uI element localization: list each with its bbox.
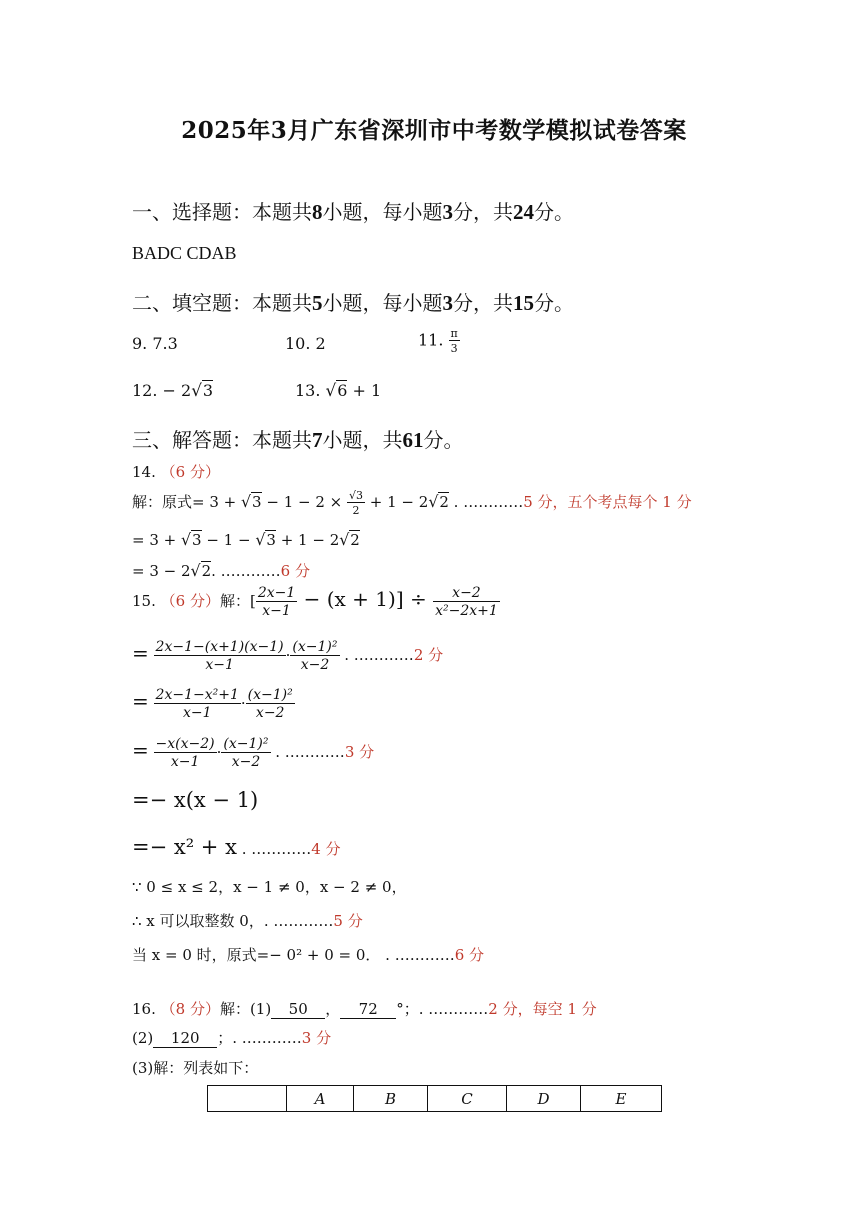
q14-line1 [132, 490, 692, 516]
expr: + 1 − 2 [275, 531, 340, 549]
sqrt-icon: √2 [190, 561, 212, 580]
radicand: 3 [192, 531, 202, 549]
q15-line-a [132, 640, 443, 672]
fill-q13 [295, 380, 381, 400]
score-note: 3 分 [344, 743, 375, 761]
fraction [256, 586, 297, 618]
dots: . ………… [270, 743, 345, 761]
question-number: 14. [132, 463, 156, 481]
fraction-numerator: (x−1)² [292, 639, 338, 655]
fraction [347, 490, 365, 516]
fraction-denominator: x−1 [205, 657, 234, 673]
fraction-denominator: 2 [352, 504, 360, 517]
q15-line-f: ∵ 0 ≤ x ≤ 2，x − 1 ≠ 0，x − 2 ≠ 0， [132, 878, 407, 896]
dots: . ………… [448, 493, 524, 511]
expr: 解：(1) [219, 1000, 272, 1018]
radicand: 3 [356, 489, 364, 502]
q14-line3 [132, 560, 310, 581]
table-header-cell: D [507, 1086, 581, 1112]
section-count: 8 [312, 200, 323, 224]
fraction-denominator: x−2 [300, 657, 330, 673]
score-note: 2 分 [413, 646, 444, 664]
section-text: 分。 [534, 291, 574, 315]
sqrt-icon: √2 [428, 492, 449, 511]
section-points: 3 [442, 200, 453, 224]
section-total: 15 [513, 291, 534, 315]
separator: ， [325, 1000, 341, 1018]
q15-line-c [132, 737, 374, 769]
equals: = [132, 689, 149, 713]
fraction-numerator: π [450, 327, 458, 340]
q13-tail: + 1 [347, 381, 382, 400]
fraction-numerator: (x−1)² [223, 736, 269, 752]
expr: ∴ x 可以取整数 0，. ………… [132, 912, 334, 930]
q15-line-h [132, 944, 484, 965]
q15-line-g [132, 910, 363, 931]
section-text: 小题，共 [322, 428, 403, 452]
table-header-cell: E [581, 1086, 662, 1112]
sqrt-icon: √6 [325, 380, 348, 400]
section-count: 7 [312, 428, 323, 452]
dots: . ………… [339, 646, 414, 664]
answer-blank: 120 [153, 1029, 217, 1048]
radicand: 2 [201, 562, 212, 580]
fraction-denominator: x−1 [262, 603, 291, 619]
outcome-table [207, 1085, 662, 1112]
fraction-numerator: 2x−1−(x+1)(x−1) [155, 639, 284, 655]
fraction [221, 737, 270, 769]
fill-q10: 10. 2 [285, 334, 326, 353]
section-points: 3 [442, 291, 453, 315]
radicand: 2 [350, 531, 360, 549]
sqrt-icon: √3 [241, 492, 262, 511]
equals: = [132, 738, 149, 762]
question-score: （6 分） [160, 463, 220, 481]
radicand: 6 [337, 381, 348, 400]
question-score: （8 分） [160, 1000, 220, 1018]
expr: °；. ………… [396, 1000, 489, 1018]
question-number: 16. [132, 1000, 156, 1018]
dot: · [216, 743, 222, 761]
score-note: 4 分 [311, 840, 341, 858]
q12-text: 12. − 2 [132, 381, 192, 400]
fill-q12 [132, 380, 213, 400]
section-text: 小题，每小题 [322, 291, 443, 315]
sqrt-icon: √3 [191, 380, 214, 400]
section-text: 分。 [534, 200, 574, 224]
sqrt-icon: √3 [255, 530, 276, 549]
choice-answers: BADC CDAB [132, 243, 237, 263]
fraction-denominator: x−1 [170, 754, 200, 770]
expr: − 1 − 2 × [261, 493, 347, 511]
score-note: 6 分 [454, 946, 485, 964]
dots: . ………… [236, 840, 312, 858]
expr: 解：原式= 3 + [132, 493, 241, 511]
question-number: 15. [132, 592, 156, 610]
fraction-numerator: 2x−1−x²+1 [155, 687, 239, 703]
fraction-denominator: x−2 [231, 754, 261, 770]
fraction [433, 586, 500, 618]
q16-line1 [132, 998, 597, 1019]
score-note: 5 分，五个考点每个 1 分 [523, 493, 692, 511]
expr: =− x² + x [132, 835, 237, 859]
section-text: 二、填空题：本题共 [132, 291, 312, 315]
q11-fraction [449, 328, 460, 354]
section-text: 分，共 [453, 200, 513, 224]
fill-q9: 9. 7.3 [132, 334, 178, 353]
answer-blank: 50 [271, 1000, 325, 1019]
radicand: 3 [252, 493, 262, 511]
table-header-cell: C [428, 1086, 507, 1112]
score-note: 5 分 [333, 912, 363, 930]
q15-line-b [132, 688, 295, 720]
q16-line2 [132, 1027, 331, 1048]
q14-line2 [132, 530, 360, 549]
section-text: 三、解答题：本题共 [132, 428, 312, 452]
question-score: （6 分） [160, 592, 220, 610]
q16-line3: (3)解：列表如下： [132, 1059, 259, 1077]
q15-line-d: =− x(x − 1) [132, 788, 259, 812]
expr: = 3 − 2 [132, 562, 191, 580]
fraction-numerator: −x(x−2) [155, 736, 215, 752]
fraction [154, 640, 286, 672]
dots: . ………… [211, 562, 281, 580]
expr: 解：[ [219, 592, 256, 610]
fraction-denominator: x−1 [182, 705, 212, 721]
section-text: 一、选择题：本题共 [132, 200, 312, 224]
fill-q11 [418, 328, 460, 354]
expr: − (x + 1)] ÷ [297, 587, 434, 611]
sqrt-icon: √2 [339, 530, 360, 549]
expr: (2) [132, 1029, 154, 1047]
section-text: 小题，每小题 [322, 200, 443, 224]
section-total: 61 [402, 428, 424, 452]
expr: = 3 + [132, 531, 181, 549]
fraction-numerator: √3 [349, 489, 364, 502]
q13-label: 13. [295, 381, 321, 400]
table-header-cell: A [287, 1086, 354, 1112]
fraction [154, 737, 217, 769]
score-note: 3 分 [301, 1029, 332, 1047]
radicand: 3 [266, 531, 276, 549]
q14-heading [132, 461, 220, 482]
fraction [290, 640, 339, 672]
section-text: 分。 [423, 428, 464, 452]
table-header-cell: B [354, 1086, 428, 1112]
fraction [154, 688, 241, 720]
fraction-denominator: x−2 [255, 705, 285, 721]
section-choice-header [132, 196, 574, 225]
fraction-denominator: 3 [450, 342, 458, 355]
section-fill-header [132, 287, 574, 316]
radicand: 3 [202, 381, 214, 400]
fraction-numerator: 2x−1 [257, 585, 296, 601]
sqrt-icon: √3 [180, 530, 202, 549]
answer-blank: 72 [340, 1000, 396, 1019]
expr: − 1 − [201, 531, 256, 549]
expr: 当 x = 0 时，原式=− 0² + 0 = 0． . ………… [132, 946, 455, 964]
section-text: 分，共 [453, 291, 513, 315]
dot: · [285, 646, 291, 664]
score-note: 6 分 [280, 562, 310, 580]
dots: ；. ………… [217, 1029, 302, 1047]
fraction [246, 688, 295, 720]
equals: = [132, 641, 149, 665]
section-count: 5 [312, 291, 323, 315]
section-solve-header [132, 424, 464, 453]
radicand: 2 [439, 493, 449, 511]
table-row [208, 1086, 662, 1112]
fraction-denominator: x²−2x+1 [435, 603, 498, 619]
table-header-cell [208, 1086, 287, 1112]
q15-line-e [132, 835, 341, 859]
page-title: 2025年3月广东省深圳市中考数学模拟试卷答案 [181, 117, 687, 144]
expr: + 1 − 2 [365, 493, 429, 511]
fraction-numerator: x−2 [433, 586, 500, 602]
score-note: 2 分，每空 1 分 [488, 1000, 597, 1018]
q11-label: 11. [418, 330, 444, 350]
dot: · [240, 694, 246, 712]
q15-line0 [132, 586, 500, 618]
section-total: 24 [513, 200, 534, 224]
fraction-numerator: (x−1)² [247, 687, 293, 703]
